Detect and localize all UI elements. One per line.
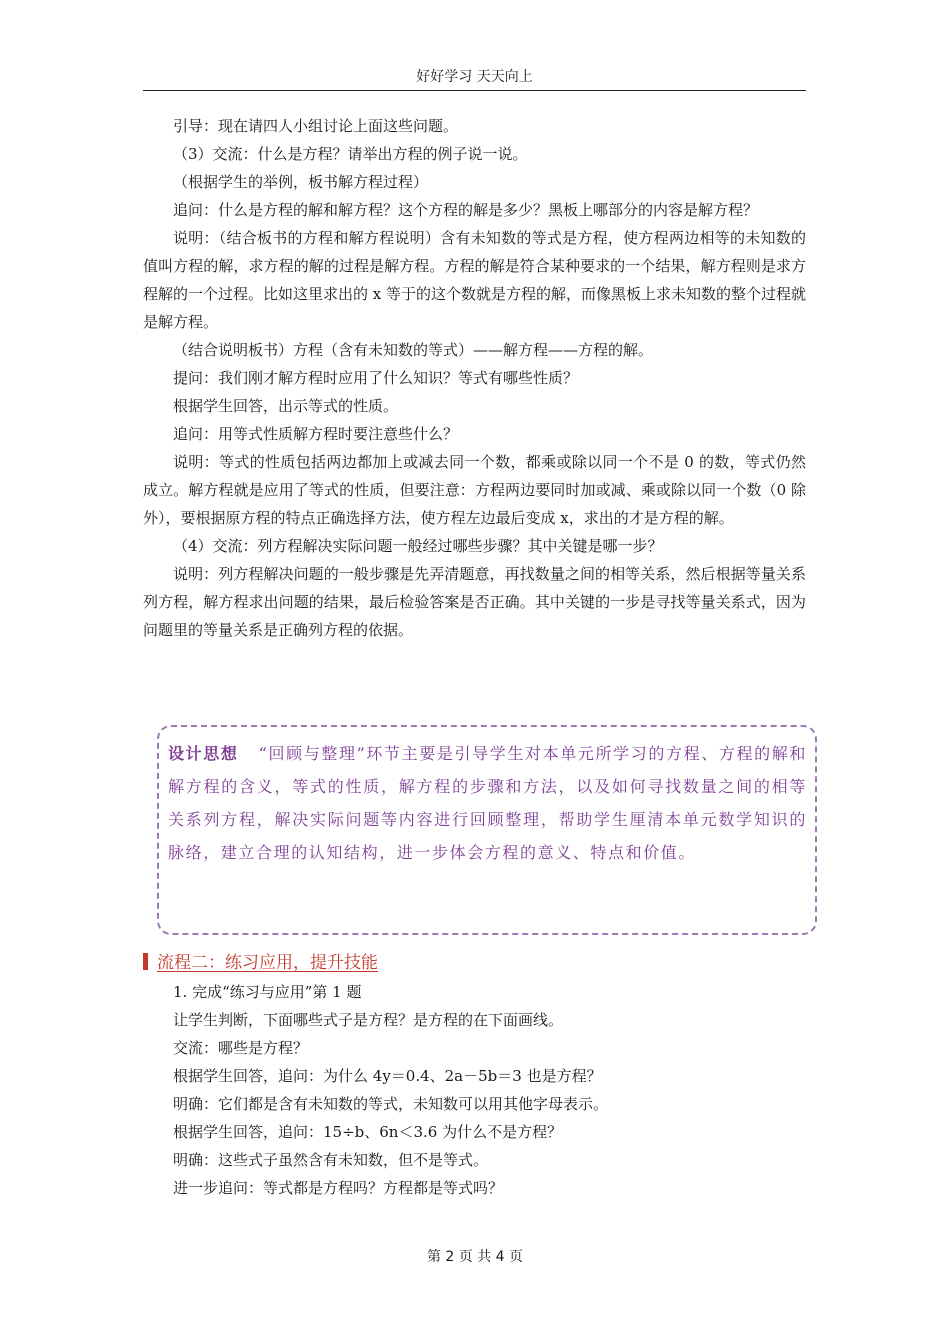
section-heading [143,948,378,973]
body-text-bottom [143,978,806,1202]
design-idea-box [157,725,817,935]
paragraph: （结合说明板书）方程（含有未知数的等式）——解方程——方程的解。 [173,341,654,359]
paragraph: 明确：这些式子虽然含有未知数，但不是等式。 [173,1151,489,1169]
paragraph: （根据学生的举例，板书解方程过程） [173,173,429,191]
paragraph: 根据学生回答，出示等式的性质。 [173,397,399,415]
paragraph: 1. 完成“练习与应用”第 1 题 [173,983,362,1001]
paragraph: 交流：哪些是方程？ [173,1039,309,1057]
paragraph: 明确：它们都是含有未知数的等式，未知数可以用其他字母表示。 [173,1095,609,1113]
paragraph: 进一步追问：等式都是方程吗？方程都是等式吗？ [173,1179,504,1197]
body-text-top [143,112,806,644]
paragraph: 根据学生回答，追问：15÷b、6n＜3.6 为什么不是方程？ [173,1123,563,1141]
paragraph: （3）交流：什么是方程？请举出方程的例子说一说。 [173,145,528,163]
paragraph: 追问：用等式性质解方程时要注意些什么？ [173,425,459,443]
page-number: 第 2 页 共 4 页 [426,1249,524,1265]
design-idea-label: 设计思想 [168,744,239,763]
paragraph: 提问：我们刚才解方程时应用了什么知识？等式有哪些性质？ [173,369,579,387]
paragraph: 引导：现在请四人小组讨论上面这些问题。 [173,117,459,135]
paragraph: 说明：等式的性质包括两边都加上或减去同一个数，都乘或除以同一个不是 0 的数，等式仍然成立。解方程就是应用了等式的性质，但要注意：方程两边要同时加或减、乘或除以同一个数（0 除外），要根据原方程的特点正确选择方法，使方程左边最后变成 x，求出的才是方程的解。 [143,453,806,527]
page-header [143,66,806,91]
paragraph: 让学生判断，下面哪些式子是方程？是方程的在下面画线。 [173,1011,564,1029]
design-idea-text [168,737,807,869]
design-idea-body: “回顾与整理”环节主要是引导学生对本单元所学习的方程、方程的解和解方程的含义，等式的性质，解方程的步骤和方法，以及如何寻找数量之间的相等关系列方程，解决实际问题等内容进行回顾整理，帮助学生厘清本单元数学知识的脉络，建立合理的认知结构，进一步体会方程的意义、特点和价值。 [168,744,808,862]
paragraph: 追问：什么是方程的解和解方程？这个方程的解是多少？黑板上哪部分的内容是解方程？ [173,201,759,219]
section-title: 流程二：练习应用，提升技能 [157,953,378,973]
paragraph: 根据学生回答，追问：为什么 4y＝0.4、2a－5b＝3 也是方程？ [173,1067,602,1085]
paragraph: （4）交流：列方程解决实际问题一般经过哪些步骤？其中关键是哪一步？ [173,537,663,555]
section-marker-icon [143,953,148,970]
paragraph: 说明：列方程解决问题的一般步骤是先弄清题意，再找数量之间的相等关系，然后根据等量关系列方程，解方程求出问题的结果，最后检验答案是否正确。其中关键的一步是寻找等量关系式，因为问题里的等量关系是正确列方程的依据。 [143,565,806,639]
paragraph: 说明：（结合板书的方程和解方程说明）含有未知数的等式是方程，使方程两边相等的未知数的值叫方程的解，求方程的解的过程是解方程。方程的解是符合某种要求的一个结果，解方程则是求方程解的一个过程。比如这里求出的 x 等于的这个数就是方程的解，而像黑板上求未知数的整个过程就是解方程。 [143,229,807,331]
page-footer [0,1246,950,1266]
header-title: 好好学习 天天向上 [416,69,533,85]
